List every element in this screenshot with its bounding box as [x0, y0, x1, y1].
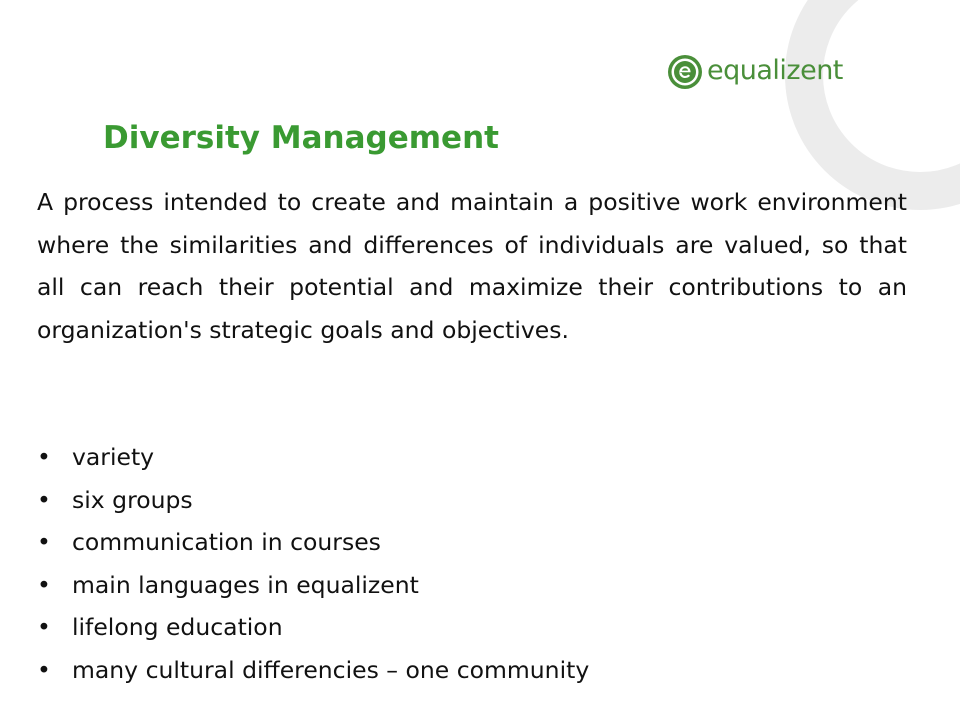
- bullet-marker: •: [37, 655, 51, 684]
- definition-paragraph: A process intended to create and maintain a positive work environment where the similarities and differences of individuals are valued, so that all can reach their potential and maximize their contributions to an organization's strategic goals and objectives.: [37, 188, 907, 344]
- bullet-marker: •: [37, 485, 51, 514]
- bullet-text: six groups: [72, 485, 193, 514]
- bullet-item: [37, 521, 589, 564]
- bullet-text: many cultural differencies – one community: [72, 655, 590, 684]
- bullet-text: variety: [72, 443, 155, 471]
- bullet-item: [37, 649, 589, 692]
- bullet-item: [37, 436, 589, 479]
- bullet-item: [37, 479, 589, 522]
- bullet-marker: •: [37, 570, 51, 599]
- bullet-marker: •: [37, 528, 51, 556]
- bullet-marker: •: [37, 443, 51, 471]
- decorative-ring: [785, 0, 960, 210]
- equalizent-logo: [668, 52, 843, 92]
- bullet-list: [37, 436, 589, 691]
- slide-title: Diversity Management: [103, 120, 499, 156]
- bullet-text: main languages in equalizent: [72, 570, 419, 599]
- bullet-item: [37, 606, 589, 649]
- bullet-item: [37, 564, 589, 607]
- bullet-text: communication in courses: [72, 528, 381, 556]
- equalizent-e-logo-icon: [668, 55, 702, 89]
- logo-wordmark: equalizent: [707, 54, 843, 86]
- bullet-marker: •: [37, 613, 51, 641]
- bullet-text: lifelong education: [72, 613, 283, 641]
